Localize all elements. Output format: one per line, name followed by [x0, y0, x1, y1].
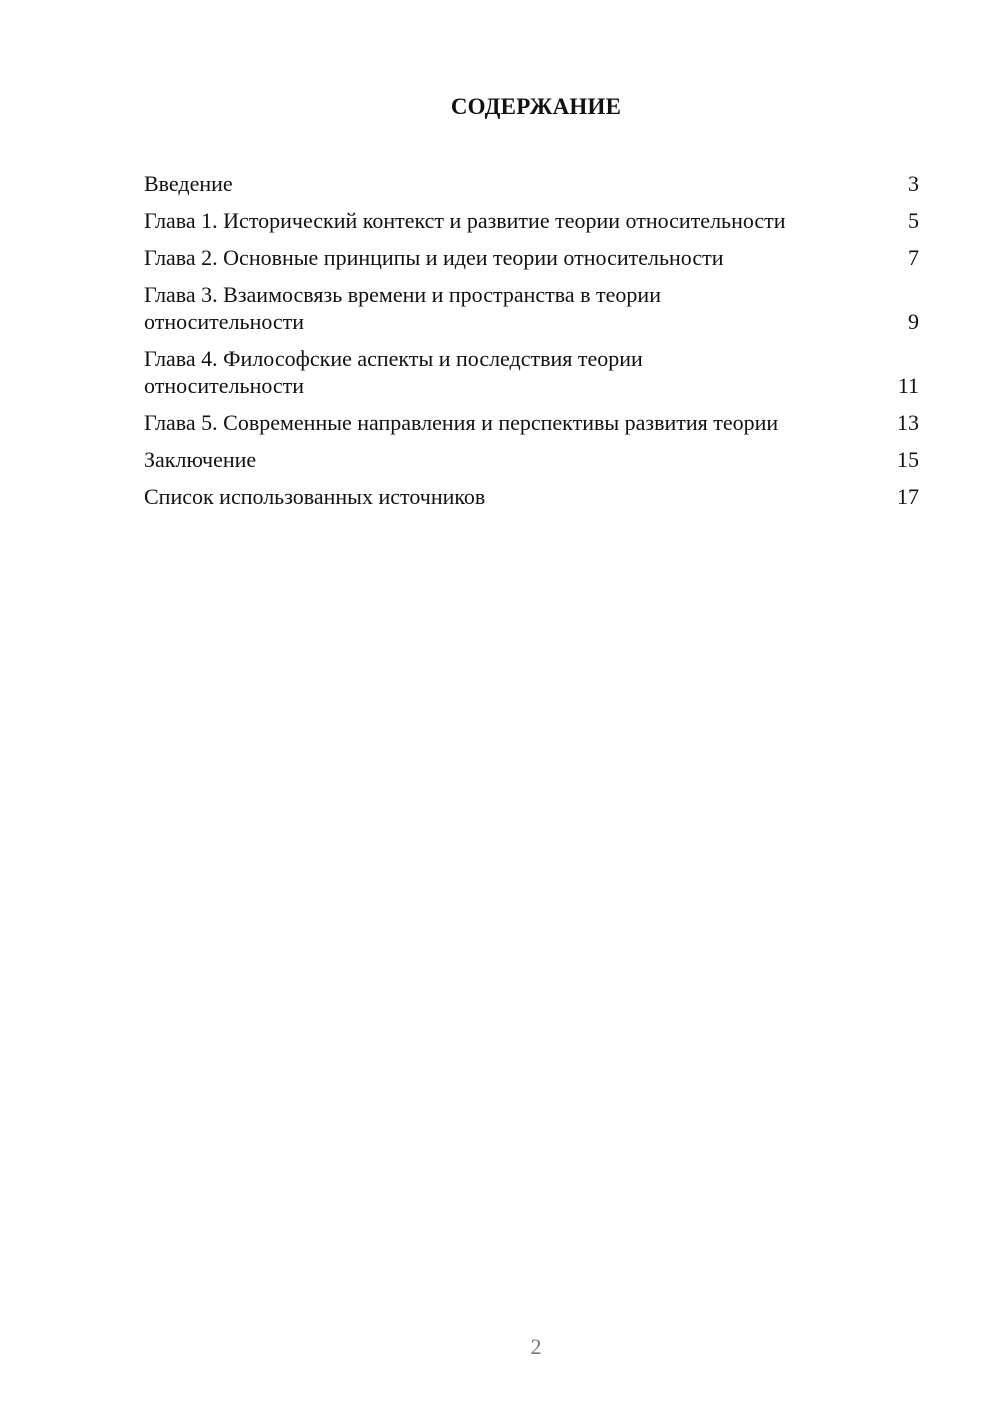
- toc-entry-title: Глава 3. Взаимосвязь времени и пространства в теории относительности: [144, 282, 661, 334]
- toc-entry-page: 13: [897, 410, 919, 435]
- page-number: 2: [530, 1334, 542, 1359]
- toc-entry-conclusion: [144, 446, 919, 473]
- toc-entry-chapter-4: [144, 345, 919, 399]
- toc-entry-chapter-1: [144, 207, 919, 234]
- toc-entry-title: Глава 5. Современные направления и перспективы развития теории: [144, 410, 779, 435]
- toc-entry-title: Глава 1. Исторический контекст и развитие теории относительности: [144, 208, 786, 233]
- toc-entry-page: 5: [908, 208, 919, 233]
- table-of-contents: [144, 170, 919, 520]
- toc-entry-chapter-5: [144, 409, 919, 436]
- toc-entry-introduction: [144, 170, 919, 197]
- toc-entry-page: 7: [908, 245, 919, 270]
- toc-entry-chapter-2: [144, 244, 919, 271]
- toc-entry-title: Заключение: [144, 447, 257, 472]
- toc-entry-page: 11: [897, 373, 919, 398]
- toc-entry-title: Глава 4. Философские аспекты и последствия теории относительности: [144, 346, 643, 398]
- toc-entry-title: Глава 2. Основные принципы и идеи теории относительности: [144, 245, 724, 270]
- toc-entry-references: [144, 483, 919, 510]
- toc-entry-page: 15: [897, 447, 919, 472]
- toc-entry-title: Введение: [144, 171, 233, 196]
- toc-entry-chapter-3: [144, 281, 919, 335]
- toc-entry-page: 3: [908, 171, 919, 196]
- toc-entry-page: 9: [908, 309, 919, 334]
- page-title: СОДЕРЖАНИЕ: [450, 94, 622, 119]
- toc-entry-title: Список использованных источников: [144, 484, 486, 509]
- toc-entry-page: 17: [897, 484, 919, 509]
